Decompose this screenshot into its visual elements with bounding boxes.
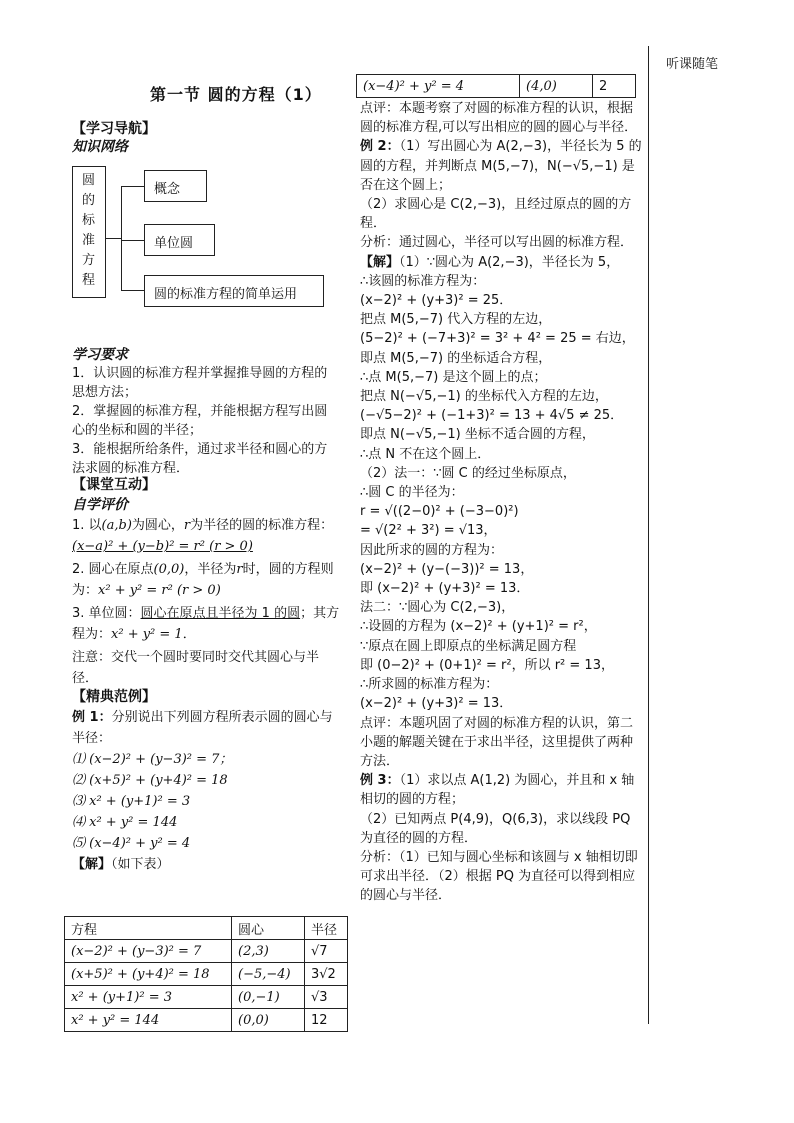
diagram-connector <box>121 240 144 241</box>
requirement-item: 2．掌握圆的标准方程，并能根据方程写出圆心的坐标和圆的半径； <box>72 404 328 438</box>
table-row <box>65 986 348 1009</box>
right-column-paragraph: 把点 N(−√5,−1) 的坐标代入方程的左边， <box>360 389 608 405</box>
table-header-cell: 半径 <box>305 917 348 940</box>
right-column-paragraph: 即 (0−2)² + (0+1)² = r²，所以 r² = 13， <box>360 657 614 673</box>
right-column-paragraph: 例 2：（1）写出圆心为 A(2,−3)，半径长为 5 的圆的方程，并判断点 M(5,−7)，N(−√5,−1) 是否在这个圆上； <box>360 139 642 193</box>
table-cell: √3 <box>305 986 348 1009</box>
right-column-paragraph: ∴点 M(5,−7) 是这个圆上的点； <box>360 369 547 385</box>
nav-subheading: 知识网络 <box>72 139 128 155</box>
right-column-paragraph: r = √((2−0)² + (−3−0)²) <box>360 504 519 520</box>
right-column-paragraph: ∴设圆的方程为 (x−2)² + (y+1)² = r²， <box>360 619 597 635</box>
table-cell: (4,0) <box>520 75 593 98</box>
example1-item: ⑴ (x−2)² + (y−3)² = 7； <box>72 752 233 767</box>
right-column-paragraph: （2）已知两点 P(4,9)，Q(6,3)，求以线段 PQ 为直径的圆的方程． <box>360 811 631 846</box>
sidebar-divider <box>648 46 649 1024</box>
right-column-paragraph: 【解】（1）∵圆心为 A(2,−3)，半径长为 5， <box>360 254 620 270</box>
diagram-branch-concept: 概念 <box>154 182 181 197</box>
table-cell: 12 <box>305 1009 348 1032</box>
right-column-paragraph: ∵原点在圆上即原点的坐标满足圆方程 <box>360 638 577 654</box>
right-column-paragraph: 例 3：（1）求以点 A(1,2) 为圆心，并且和 x 轴相切的圆的方程； <box>360 773 635 808</box>
requirement-item: 1．认识圆的标准方程并掌握推导圆的方程的思想方法； <box>72 366 328 400</box>
example1-item: ⑷ x² + y² = 144 <box>72 815 178 830</box>
self-eval-q1-answer: (x−a)² + (y−b)² = r² (r > 0) <box>72 539 253 554</box>
right-column-paragraph: 点评：本题考察了对圆的标准方程的认识，根据圆的标准方程,可以写出相应的圆的圆心与半径． <box>360 101 638 136</box>
right-column-paragraph: ∴该圆的标准方程为： <box>360 273 486 289</box>
table-header-cell: 方程 <box>65 917 232 940</box>
right-column-paragraph: ∴圆 C 的半径为： <box>360 485 464 501</box>
table-row <box>65 963 348 986</box>
requirements-heading: 学习要求 <box>72 347 128 363</box>
sidebar-title: 听课随笔 <box>666 57 719 72</box>
right-column-paragraph: ∴点 N 不在这个圆上． <box>360 446 491 462</box>
self-eval-q2-answer: x² + y² = r² (r > 0) <box>98 583 221 598</box>
table-cell: (−5,−4) <box>232 963 305 986</box>
self-eval-note: 注意：交代一个圆时要同时交代其圆心与半径． <box>72 650 320 686</box>
requirement-item: 3．能根据所给条件，通过求半径和圆心的方法求圆的标准方程． <box>72 442 328 476</box>
right-column-paragraph: ∴所求圆的标准方程为： <box>360 677 499 693</box>
right-column-paragraph: 分析：通过圆心，半径可以写出圆的标准方程． <box>360 235 634 251</box>
right-column-paragraph: (5−2)² + (−7+3)² = 3² + 4² = 25 = 右边， <box>360 331 635 347</box>
table-cell: x² + (y+1)² = 3 <box>65 986 232 1009</box>
diagram-connector <box>121 290 144 291</box>
right-column-paragraph: 点评：本题巩固了对圆的标准方程的认识，第二小题的解题关键在于求出半径，这里提供了两种方法． <box>360 715 634 769</box>
diagram-branch-application: 圆的标准方程的简单运用 <box>154 287 298 302</box>
interact-subheading: 自学评价 <box>72 497 128 513</box>
circle-table-continued <box>356 74 636 98</box>
example1-solution: 【解】（如下表） <box>72 857 170 872</box>
example1-item: ⑸ (x−4)² + y² = 4 <box>72 836 191 851</box>
table-cell: (0,0) <box>232 1009 305 1032</box>
table-cell: 2 <box>593 75 636 98</box>
right-column-paragraph: (−√5−2)² + (−1+3)² = 13 + 4√5 ≠ 25． <box>360 408 624 424</box>
right-column-paragraph: 即 (x−2)² + (y+3)² = 13． <box>360 581 530 597</box>
table-header-row <box>65 917 348 940</box>
diagram-connector <box>106 238 122 239</box>
example1-question: 例 1：分别说出下列圆方程所表示圆的圆心与半径： <box>72 710 333 746</box>
diagram-connector <box>121 186 144 187</box>
table-cell: (0,−1) <box>232 986 305 1009</box>
table-cell: (2,3) <box>232 940 305 963</box>
circle-table <box>64 916 348 1032</box>
self-eval-q1: 1. 以(a,b)为圆心，r为半径的圆的标准方程：(x−a)² + (y−b)² = r² (r > 0) <box>72 518 334 554</box>
self-eval-q3: 3. 单位圆：圆心在原点且半径为 1 的圆；其方程为：x² + y² = 1． <box>72 606 340 642</box>
table-cell: √7 <box>305 940 348 963</box>
example1-item: ⑵ (x+5)² + (y+4)² = 18 <box>72 773 228 788</box>
diagram-connector <box>121 186 122 290</box>
right-column-paragraph: 因此所求的圆的方程为： <box>360 542 504 558</box>
self-eval-q3-answer: x² + y² = 1 <box>111 627 183 642</box>
self-eval-q2: 2. 圆心在原点(0,0)，半径为r时，圆的方程则为：x² + y² = r² (r > 0) <box>72 562 334 598</box>
table-row <box>65 1009 348 1032</box>
examples-heading: 【精典范例】 <box>72 689 156 705</box>
example1-item: ⑶ x² + (y+1)² = 3 <box>72 794 191 809</box>
right-column-paragraph: 法二：∵圆心为 C(2,−3)， <box>360 600 515 616</box>
nav-heading: 【学习导航】 <box>72 121 156 137</box>
page-title: 第一节 圆的方程（1） <box>150 85 322 104</box>
table-cell: (x−2)² + (y−3)² = 7 <box>65 940 232 963</box>
table-row <box>357 75 636 98</box>
right-column-paragraph: = √(2² + 3²) = √13， <box>360 523 497 539</box>
requirements-list <box>72 364 340 478</box>
example1-block <box>72 707 342 875</box>
label-prefix: 【解】 <box>360 254 400 270</box>
self-eval-block <box>72 515 342 689</box>
right-column-paragraph: (x−2)² + (y+3)² = 13． <box>360 696 513 712</box>
label-prefix: 例 2： <box>360 139 400 155</box>
right-column-paragraph: 把点 M(5,−7) 代入方程的左边， <box>360 312 552 328</box>
table-row <box>65 940 348 963</box>
table-cell: x² + y² = 144 <box>65 1009 232 1032</box>
diagram-root-text: 圆的标准方程 <box>82 173 96 288</box>
right-column-paragraph: 即点 N(−√5,−1) 坐标不适合圆的方程， <box>360 427 595 443</box>
right-column-paragraph: 即点 M(5,−7) 的坐标适合方程， <box>360 350 552 366</box>
right-column-paragraph: 分析：（1）已知与圆心坐标和该圆与 x 轴相切即可求出半径．（2）根据 PQ 为直径可以得到相应的圆心与半径． <box>360 849 638 904</box>
diagram-branch-unit-circle: 单位圆 <box>154 236 194 251</box>
right-column-paragraph: （2）法一：∵圆 C 的经过坐标原点， <box>360 465 576 481</box>
table-cell: 3√2 <box>305 963 348 986</box>
label-prefix: 例 3： <box>360 773 400 789</box>
right-column-paragraph: （2）求圆心是 C(2,−3)，且经过原点的圆的方程． <box>360 197 632 232</box>
right-column-paragraph: (x−2)² + (y−(−3))² = 13， <box>360 561 534 577</box>
right-column-paragraph: (x−2)² + (y+3)² = 25． <box>360 293 513 309</box>
interact-heading: 【课堂互动】 <box>72 477 156 493</box>
table-cell: (x−4)² + y² = 4 <box>357 75 520 98</box>
right-column <box>360 99 642 906</box>
table-cell: (x+5)² + (y+4)² = 18 <box>65 963 232 986</box>
table-header-cell: 圆心 <box>232 917 305 940</box>
